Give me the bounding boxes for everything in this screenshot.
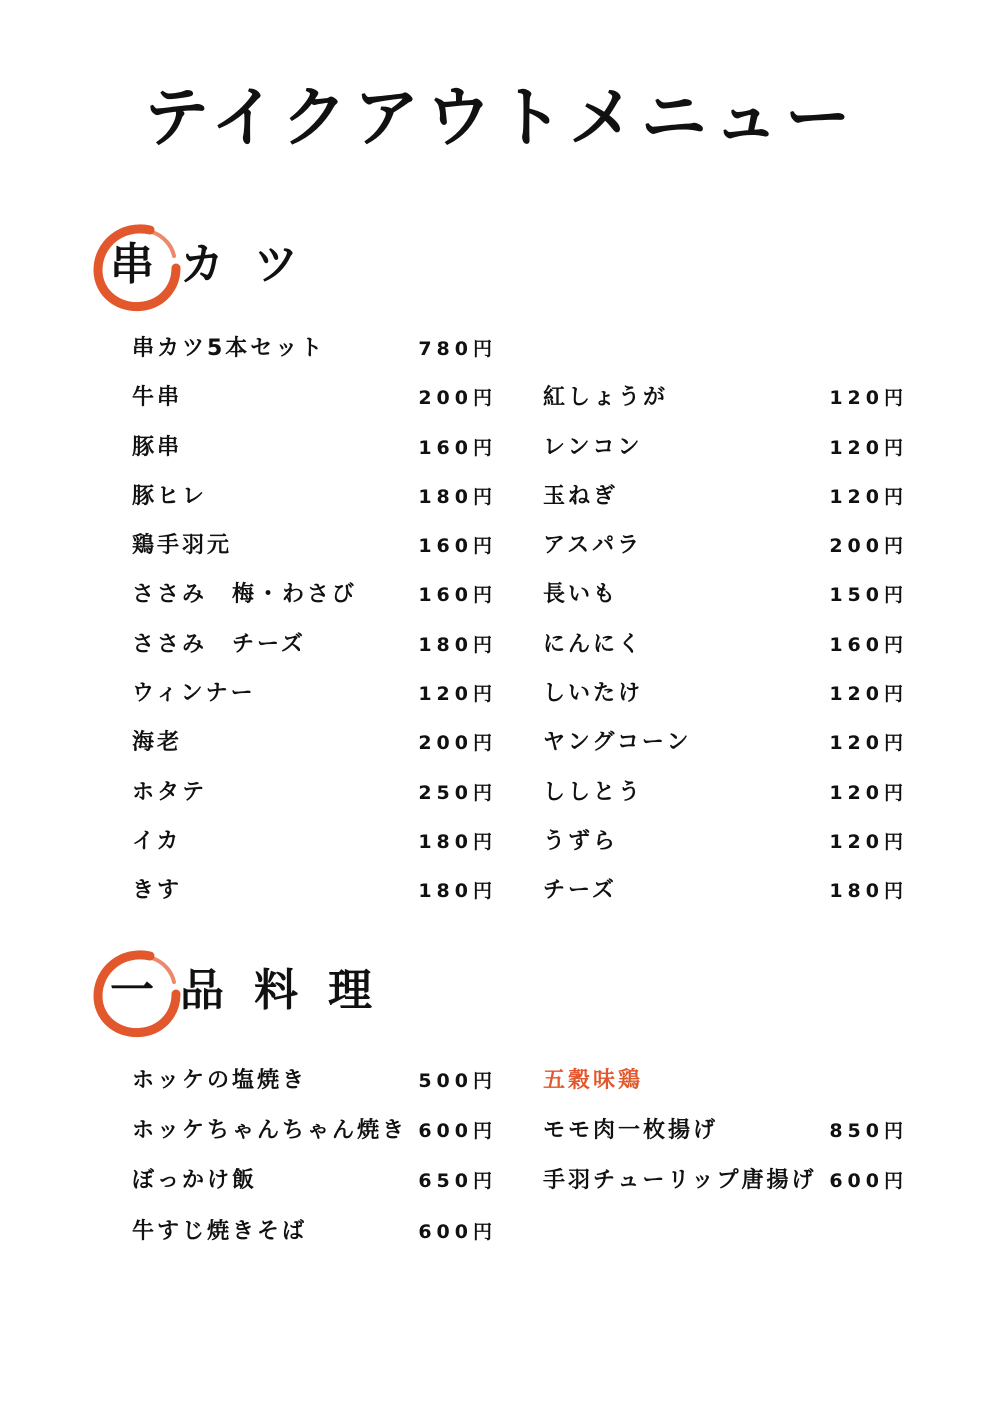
- item-name: ぼっかけ飯: [132, 1168, 258, 1193]
- item-name: ホッケちゃんちゃん焼き: [132, 1118, 408, 1143]
- item-price: 150円: [829, 584, 908, 606]
- item-name: うずら: [543, 829, 619, 854]
- menu-item: [132, 1217, 497, 1247]
- section-heading-text: カツ: [180, 239, 328, 290]
- item-price: 180円: [418, 634, 497, 656]
- item-name: 紅しょうが: [543, 385, 669, 410]
- item-price: 180円: [418, 880, 497, 902]
- section-heading-text: 品料理: [180, 965, 402, 1016]
- item-price: 120円: [829, 683, 908, 705]
- menu-item: [543, 827, 908, 857]
- menu-item: [543, 531, 908, 561]
- page-title: テイクアウトメニュー: [143, 79, 857, 156]
- item-name: 牛串: [132, 385, 183, 410]
- item-name: 長いも: [543, 582, 619, 607]
- item-price: 200円: [418, 732, 497, 754]
- item-price: 600円: [829, 1170, 908, 1192]
- menu-item: [543, 433, 908, 463]
- menu-item: [132, 1116, 497, 1146]
- item-price: 250円: [418, 782, 497, 804]
- item-name: ホッケの塩焼き: [132, 1068, 308, 1093]
- menu-item: [543, 679, 908, 709]
- item-price: 850円: [829, 1120, 908, 1142]
- item-name: アスパラ: [543, 533, 643, 558]
- menu-item: [132, 778, 497, 808]
- item-price: 600円: [418, 1221, 497, 1243]
- menu-item: [543, 778, 908, 808]
- menu-item: [132, 827, 497, 857]
- item-price: 500円: [418, 1070, 497, 1092]
- menu-item: [543, 876, 908, 906]
- item-name: チーズ: [543, 878, 617, 903]
- item-name: ししとう: [543, 780, 644, 805]
- item-price: 180円: [829, 880, 908, 902]
- item-price: 180円: [418, 831, 497, 853]
- item-price: 120円: [829, 732, 908, 754]
- item-name: ささみ 梅・わさび: [132, 582, 358, 607]
- item-price: 200円: [829, 535, 908, 557]
- menu-item: [132, 1166, 497, 1196]
- menu-item: [132, 679, 497, 709]
- item-price: 120円: [829, 486, 908, 508]
- menu-item: [543, 1166, 908, 1196]
- menu-item: [132, 580, 497, 610]
- item-name: 豚串: [132, 435, 183, 460]
- item-name: 海老: [132, 730, 183, 755]
- section-heading-kushikatsu: [92, 222, 352, 312]
- item-name: ヤングコーン: [543, 730, 692, 755]
- item-price: 160円: [829, 634, 908, 656]
- section-heading-ippin-ryori: [92, 948, 402, 1038]
- item-name: きす: [132, 878, 183, 903]
- menu-item: [543, 1116, 908, 1146]
- item-name: ホタテ: [132, 780, 208, 805]
- menu-item: [132, 728, 497, 758]
- item-price: 600円: [418, 1120, 497, 1142]
- item-price: 160円: [418, 584, 497, 606]
- item-name: 手羽チューリップ唐揚げ: [543, 1168, 817, 1193]
- item-price: 160円: [418, 437, 497, 459]
- subsection-heading-gokoku-miduri: 五穀味鶏: [543, 1068, 644, 1093]
- menu-item: [132, 383, 497, 413]
- item-price: 120円: [829, 782, 908, 804]
- item-price: 120円: [418, 683, 497, 705]
- item-price: 180円: [418, 486, 497, 508]
- menu-item: [543, 728, 908, 758]
- item-price: 650円: [418, 1170, 497, 1192]
- menu-item: [132, 876, 497, 906]
- item-price: 120円: [829, 437, 908, 459]
- item-name: モモ肉一枚揚げ: [543, 1118, 719, 1143]
- item-name: にんにく: [543, 632, 644, 657]
- menu-item: [543, 580, 908, 610]
- item-name: 串カツ5本セット: [132, 336, 326, 361]
- item-name: しいたけ: [543, 681, 644, 706]
- item-price: 160円: [418, 535, 497, 557]
- menu-item: [543, 630, 908, 660]
- item-name: ウィンナー: [132, 681, 256, 706]
- item-name: レンコン: [543, 435, 643, 460]
- menu-item: [543, 482, 908, 512]
- item-price: 120円: [829, 387, 908, 409]
- menu-item: [132, 531, 497, 561]
- item-name: 鶏手羽元: [132, 533, 233, 558]
- item-name: ささみ チーズ: [132, 632, 306, 657]
- menu-item: [543, 383, 908, 413]
- item-name: イカ: [132, 829, 182, 854]
- item-name: 牛すじ焼きそば: [132, 1219, 308, 1244]
- item-name: 豚ヒレ: [132, 484, 208, 509]
- menu-item: [132, 1066, 497, 1096]
- section-heading-first-char: 一: [110, 965, 154, 1016]
- item-price: 120円: [829, 831, 908, 853]
- menu-item: [132, 482, 497, 512]
- menu-item: [132, 433, 497, 463]
- item-price: 780円: [418, 338, 497, 360]
- menu-item: [132, 630, 497, 660]
- item-price: 200円: [418, 387, 497, 409]
- item-name: 玉ねぎ: [543, 484, 619, 509]
- menu-item: [132, 334, 497, 364]
- section-heading-first-char: 串: [110, 239, 154, 290]
